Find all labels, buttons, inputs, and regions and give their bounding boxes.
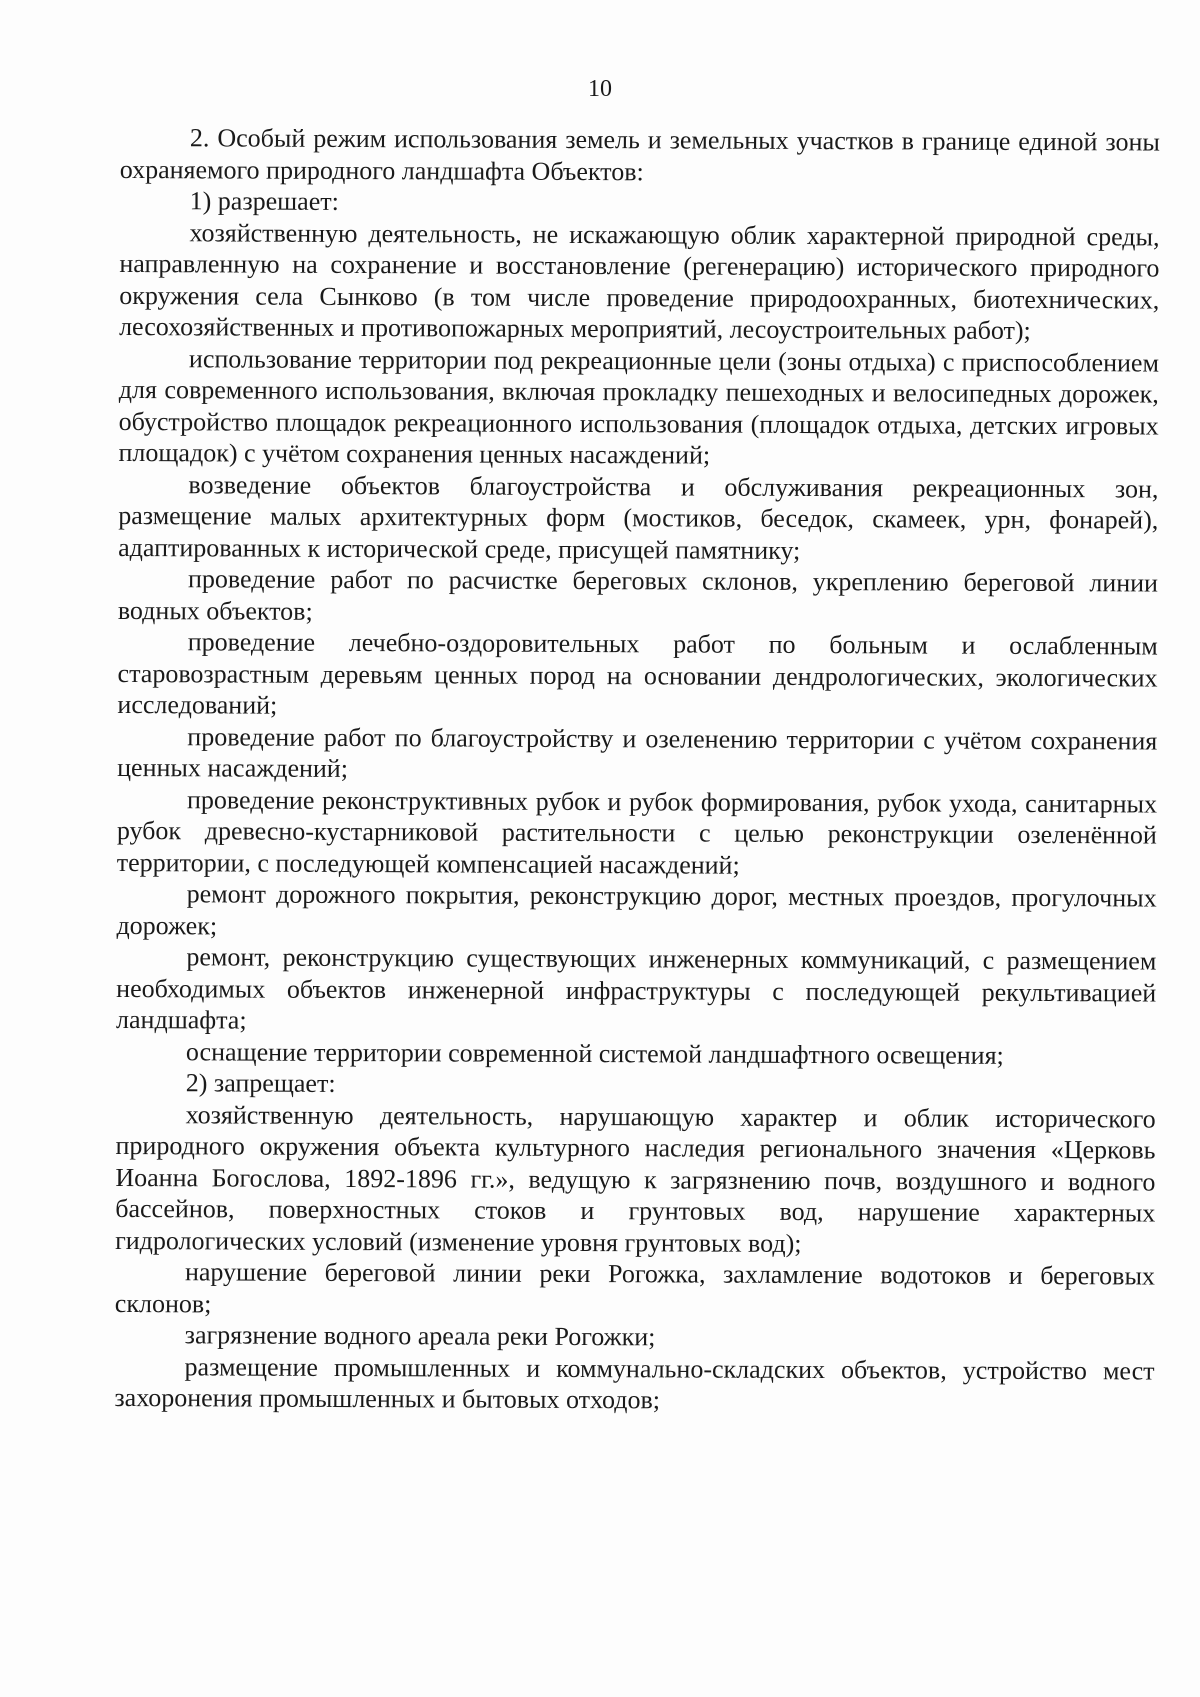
allowed-item: проведение реконструктивных рубок и рубок формирования, рубок ухода, санитарных рубок древесно-кустарниковой растительности с целью реконструкции озеленённой территории, с последующей компенсацией насаждений; [116,784,1158,880]
document-body [114,122,1160,1418]
prohibited-item: нарушение береговой линии реки Рогожка, захламление водотоков и береговых склонов; [114,1257,1156,1318]
allowed-item: использование территории под рекреационные цели (зоны отдыха) с приспособлением для современного использования, включая прокладку пешеходных и велосипедных дорожек, обустройство площадок рекреационного использования (площадок отдыха, детских игровых площадок) с учётом сохранения ценных насаждений; [118,343,1160,470]
page-number: 10 [588,76,612,102]
allowed-item: оснащение территории современной системой ландшафтного освещения; [185,1036,1004,1070]
subsection-allows-heading: 1) разрешает: [189,186,339,216]
prohibited-item: размещение промышленных и коммунально-складских объектов, устройство мест захоронения промышленных и бытовых отходов; [114,1351,1155,1415]
allowed-item: проведение работ по благоустройству и озеленению территории с учётом сохранения ценных насаждений; [117,721,1158,784]
prohibited-item: хозяйственную деятельность, нарушающую характер и облик исторического природного окружения объекта культурного наследия регионального значения «Церковь Иоанна Богослова, 1892-1896 гг.», ведущую к загрязнению почв, воздушного и водного бассейнов, поверхностных стоков и грунтовых вод, нарушение характерных гидрологических условий (изменение уровня грунтовых вод); [115,1099,1156,1258]
allowed-item: хозяйственную деятельность, не искажающую облик характерной природной среды, направленную на сохранение и восстановление (регенерацию) исторического природного окружения села Сынково (в том числе проведение природоохранных, биотехнических, лесохозяйственных и противопожарных мероприятий, лесоустроительных работ); [119,217,1160,345]
allowed-item: возведение объектов благоустройства и обслуживания рекреационных зон, размещение малых архитектурных форм (мостиков, беседок, скамеек, урн, фонарей), адаптированных к исторической среде, присущей памятнику; [118,469,1159,565]
allowed-item: ремонт дорожного покрытия, реконструкцию дорог, местных проездов, прогулочных дорожек; [116,879,1157,940]
prohibited-item: загрязнение водного ареала реки Рогожки; [184,1320,656,1352]
subsection-prohibits-heading: 2) запрещает: [185,1068,336,1098]
allowed-item: проведение работ по расчистке береговых склонов, укреплению береговой линии водных объектов; [117,564,1159,626]
allowed-item: ремонт, реконструкцию существующих инженерных коммуникаций, с размещением необходимых объектов инженерной инфраструктуры с последующей рекультивацией ландшафта; [116,942,1157,1035]
allowed-item: проведение лечебно-оздоровительных работ по больным и ослабленным старовозрастным деревьям ценных пород на основании дендрологических, экологических исследований; [117,627,1158,720]
section-heading: 2. Особый режим использования земель и земельных участков в границе единой зоны охраняемого природного ландшафта Объектов: [119,123,1160,186]
